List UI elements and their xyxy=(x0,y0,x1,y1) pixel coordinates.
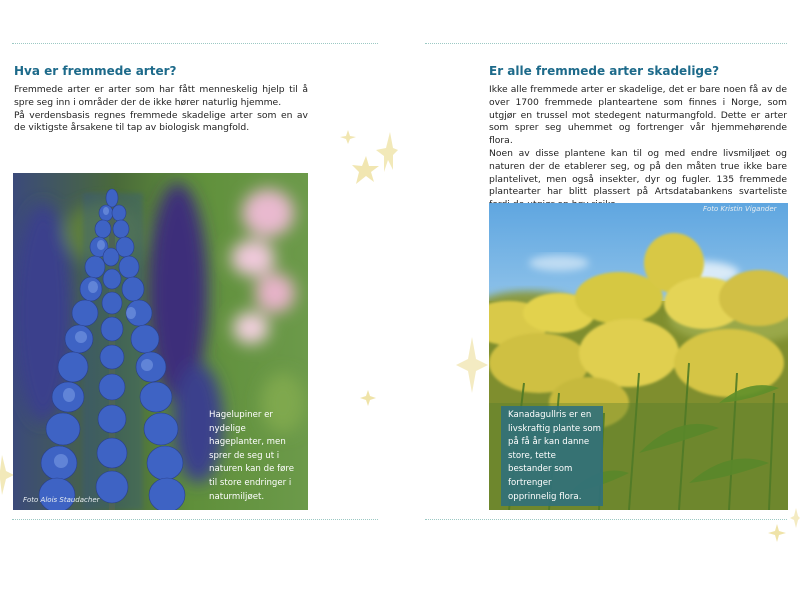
left-page-heading: Hva er fremmede arter? xyxy=(14,64,177,78)
lupine-photo xyxy=(13,173,308,510)
star-icon xyxy=(0,455,14,495)
bottom-rule-right xyxy=(425,519,787,520)
star-icon xyxy=(786,508,800,528)
star-icon xyxy=(450,335,490,395)
photo-credit: Foto Kristin Vigander xyxy=(703,205,777,213)
star-icon xyxy=(360,390,376,406)
bottom-rule-left xyxy=(12,519,378,520)
star-icon xyxy=(338,124,398,189)
left-page-body xyxy=(14,84,308,135)
paragraph: På verdensbasis regnes fremmede skadelige arter som en av de viktigste årsakene til tap av biologisk mangfold. xyxy=(14,109,308,134)
star-icon xyxy=(768,524,786,542)
photo-caption: Hagelupiner er nydelige hageplanter, men sprer de seg ut i naturen kan de føre til store endringer i naturmiljøet. xyxy=(209,410,294,502)
goldenrod-photo xyxy=(489,203,788,510)
top-rule-right xyxy=(425,43,787,44)
paragraph: Ikke alle fremmede arter er skadelige, det er bare noen få av de over 1700 fremmede planteartene som finnes i Norge, som utgjør en trussel mot stedegent naturmangfold. Dette er arter som sprer seg uhemmet og fortrenger vår hjemmehørende flora. xyxy=(489,84,787,147)
paragraph: Noen av disse plantene kan til og med endre livsmiljøet og naturen der de etablerer seg, og på den måten true ikke bare plantelivet, men også insekter, dyr og fugler. 135 fremmede plantearter har blitt plassert på Artsdatabankens svarteliste xyxy=(489,147,787,198)
photo-credit: Foto Alois Staudacher xyxy=(23,496,100,504)
right-page-body xyxy=(489,84,787,212)
photo-caption: Kanadagullris er en livskraftig plante som på få år kan danne store, tette bestander som fortrenger opprinnelig flora. xyxy=(508,410,601,502)
paragraph: Fremmede arter er arter som har fått menneskelig hjelp til å spre seg inn i områder der de ikke hører naturlig hjemme. xyxy=(14,84,308,108)
top-rule-left xyxy=(12,43,378,44)
right-page-heading: Er alle fremmede arter skadelige? xyxy=(489,64,720,78)
